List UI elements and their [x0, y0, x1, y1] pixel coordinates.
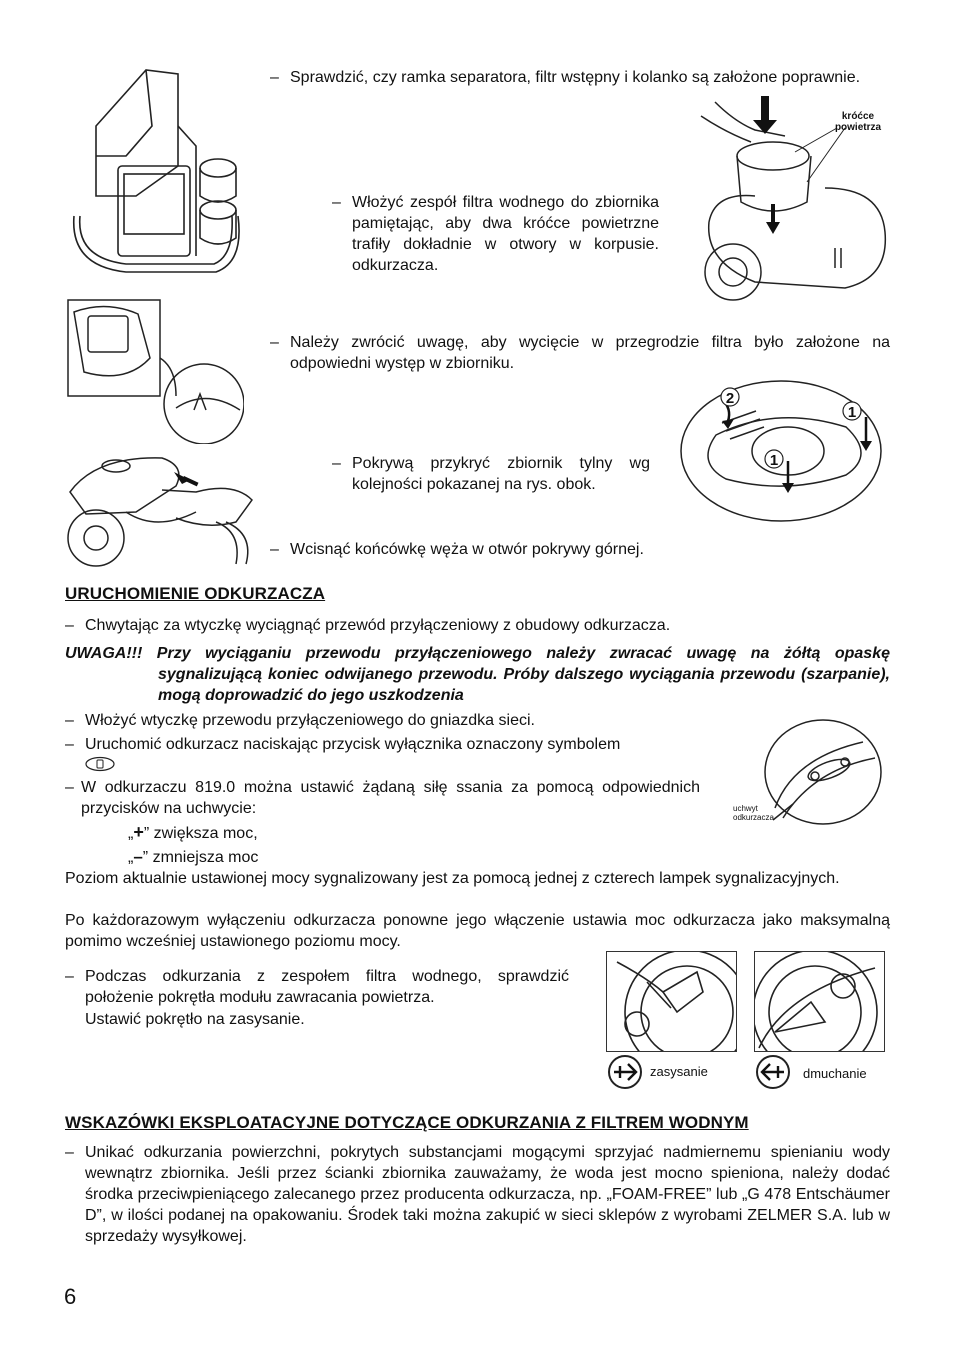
warning-lead: UWAGA!!! Przy wyciąganiu przewodu przyłączeniowego należy zwracać uwagę na żółtą opaskę — [65, 645, 890, 662]
top-bullet-partition — [270, 332, 890, 374]
blow-icon — [754, 1054, 792, 1090]
dash: – — [65, 736, 74, 753]
dash: – — [270, 334, 279, 351]
suction-icon — [606, 1054, 644, 1090]
water-filter-illustration — [66, 66, 244, 280]
section-heading-start: URUCHOMIENIE ODKURZACZA — [65, 584, 326, 603]
knob-suction-illustration — [606, 951, 737, 1052]
top-bullet-text: Należy zwrócić uwagę, aby wycięcie w przegrodzie filtra było założone na odpowiedni występ w zbiorniku. — [290, 334, 890, 372]
minus-line: „–” zmniejsza moc — [128, 847, 259, 866]
s2-bullet-text: Unikać odkurzania powierzchni, pokrytych substancjami mogącymi sprzyjać nadmiernemu spienianiu wody wewnątrz zbiornika. Jeśli przez ścianki zbiornika zauważamy, że woda jest mocno spieniona, należy dodać środka przeciwpieniącego zalecanego przez producenta odkurzacza, np. „FOAM-FREE” lub „G 478 Entschäumer D”, w ilości podanej na opakowaniu. Środek taki można zakupić w sieci sklepów z wyrobami ZELMER S.A. lub w sprzedaży wysyłkowej. — [85, 1144, 890, 1245]
minus-line-text: zmniejsza moc — [152, 849, 259, 866]
top-bullet-lid — [332, 453, 650, 495]
dash: – — [65, 1144, 74, 1161]
s1-bullet-suction-power — [65, 777, 700, 819]
s1-bullet-start — [65, 734, 705, 755]
section-heading-tips: WSKAZÓWKI EKSPLOATACYJNE DOTYCZĄCE ODKURZANIA Z FILTREM WODNYM — [65, 1113, 749, 1132]
lid-number-2: 2 — [725, 390, 735, 407]
top-bullet-check-separator — [270, 67, 890, 88]
handle-label: uchwyt odkurzacza — [733, 804, 774, 822]
top-bullet-text: Pokrywą przykryć zbiornik tylny wg kolejności pokazanej na rys. obok. — [352, 455, 650, 493]
top-bullet-hose — [270, 539, 730, 560]
s1-bullet-knob — [65, 966, 569, 1008]
handle-illustration — [733, 718, 885, 830]
lid-number-1-right: 1 — [847, 404, 857, 421]
dash: – — [65, 968, 74, 985]
top-bullet-text: Sprawdzić, czy ramka separatora, filtr wstępny i kolanko są założone poprawnie. — [290, 69, 861, 86]
filter-insertion-illustration — [695, 92, 895, 308]
plus-symbol: + — [133, 822, 144, 842]
dash: – — [332, 455, 341, 472]
knob-blow-illustration — [754, 951, 885, 1052]
s1-bullet-text: Włożyć wtyczkę przewodu przyłączeniowego do gniazdka sieci. — [85, 712, 535, 729]
caption-suction: zasysanie — [650, 1064, 708, 1079]
dash: – — [65, 617, 74, 634]
top-bullet-text: Wcisnąć końcówkę węża w otwór pokrywy górnej. — [290, 541, 644, 558]
top-bullet-insert-filter — [332, 192, 659, 276]
s1-knob-set: Ustawić pokrętło na zasysanie. — [85, 1011, 305, 1028]
s1-bullet-text: Chwytając za wtyczkę wyciągnąć przewód przyłączeniowy z obudowy odkurzacza. — [85, 617, 671, 634]
hose-insertion-illustration — [66, 452, 266, 568]
caption-blow: dmuchanie — [803, 1066, 867, 1081]
lid-order-illustration — [676, 375, 890, 525]
page-number: 6 — [64, 1284, 77, 1309]
s1-bullet-text: Podczas odkurzania z zespołem filtra wodnego, sprawdzić położenie pokrętła modułu zawracania powietrza. — [85, 968, 569, 1006]
top-bullet-text: Włożyć zespół filtra wodnego do zbiornika pamiętając, aby dwa króćce powietrzne trafiły dokładnie w otwory w korpusie. odkurzacza. — [352, 194, 659, 274]
paragraph-power-level: Poziom aktualnie ustawionej mocy sygnalizowany jest za pomocą jednej z czterech lampek sygnalizacyjnych. — [65, 870, 840, 887]
power-symbol-icon — [84, 756, 116, 772]
plus-line-text: zwiększa moc, — [153, 825, 258, 842]
s1-bullet-text: W odkurzaczu 819.0 można ustawić żądaną siłę ssania za pomocą odpowiednich przycisków na uchwycie: — [81, 779, 700, 817]
paragraph-power-reset: Po każdorazowym wyłączeniu odkurzacza ponowne jego włączenie ustawia moc odkurzacza jako maksymalną pomimo wcześniej ustawionego poziomu mocy. — [65, 912, 890, 950]
plus-line: „+” zwiększa moc, — [128, 822, 258, 842]
dash: – — [65, 712, 74, 729]
krocce-label: króćce powietrza — [834, 111, 882, 133]
minus-symbol: – — [133, 847, 143, 866]
s1-bullet-plug — [65, 710, 705, 731]
dash: – — [270, 541, 279, 558]
s1-bullet-text: Uruchomić odkurzacz naciskając przycisk wyłącznika oznaczony symbolem — [85, 736, 621, 753]
dash: – — [270, 69, 279, 86]
warning-rest: sygnalizującą koniec odwijanego przewodu. Próby dalszego wyciągania przewodu (szarpanie), mogą doprowadzić do jego uszkodzenia — [158, 666, 890, 704]
lid-number-1-center: 1 — [769, 452, 779, 469]
dash: – — [65, 779, 74, 796]
s1-bullet-pull-cord — [65, 615, 890, 636]
partition-cutout-illustration — [66, 298, 244, 444]
s2-bullet-foam — [65, 1142, 890, 1247]
dash: – — [332, 194, 341, 211]
